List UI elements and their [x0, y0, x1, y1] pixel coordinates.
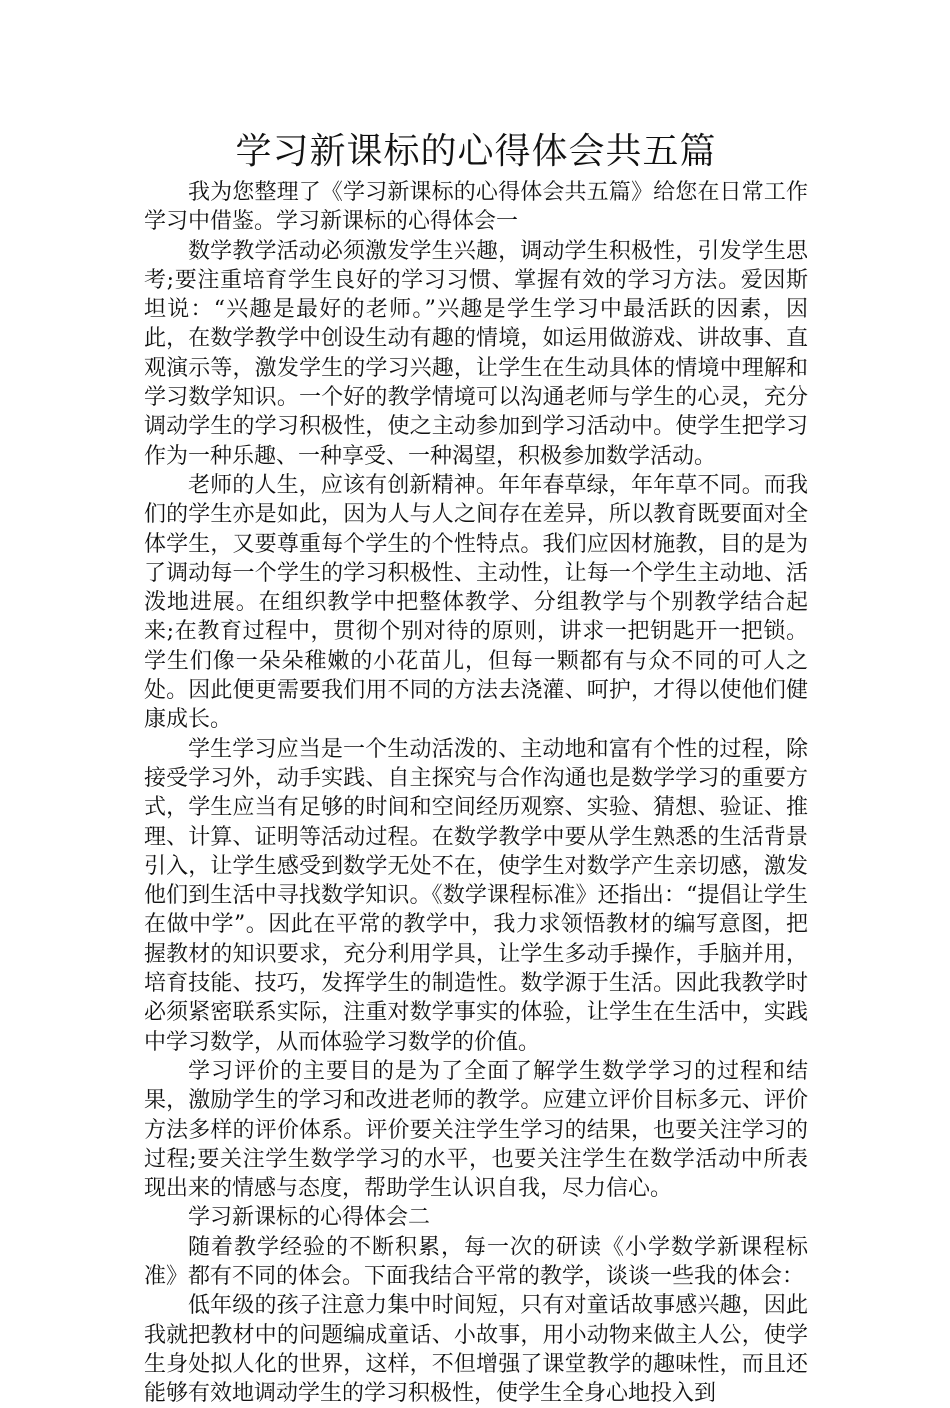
document-body: [144, 128, 808, 1408]
paragraph-interest: 数学教学活动必须激发学生兴趣，调动学生积极性，引发学生思考;要注重培育学生良好的学习习惯、掌握有效的学习方法。爱因斯坦说：“兴趣是最好的老师。”兴趣是学生学习中最活跃的因素，因此，在数学教学中创设生动有趣的情境，如运用做游戏、讲故事、直观演示等，激发学生的学习兴趣，让学生在生动具体的情境中理解和学习数学知识。一个好的教学情境可以沟通老师与学生的心灵，充分调动学生的学习积极性，使之主动参加到学习活动中。使学生把学习作为一种乐趣、一种享受、一种渴望，积极参加数学活动。: [144, 238, 808, 469]
paragraph-evaluation: 学习评价的主要目的是为了全面了解学生数学学习的过程和结果，激励学生的学习和改进老师的教学。应建立评价目标多元、评价方法多样的评价体系。评价要关注学生学习的结果，也要关注学习的过程;要关注学生数学学习的水平，也要关注学生在数学活动中所表现出来的情感与态度，帮助学生认识自我，尽力信心。: [144, 1058, 808, 1202]
paragraph-stories: 低年级的孩子注意力集中时间短，只有对童话故事感兴趣，因此我就把教材中的问题编成童话、小故事，用小动物来做主人公，使学生身处拟人化的世界，这样，不但增强了课堂教学的趣味性，而且还能够有效地调动学生的学习积极性，使学生全身心地投入到: [144, 1293, 808, 1407]
paragraph-experience: 随着教学经验的不断积累，每一次的研读《小学数学新课程标准》都有不同的体会。下面我结合平常的教学，谈谈一些我的体会：: [144, 1234, 808, 1289]
section-heading-two: 学习新课标的心得体会二: [188, 1205, 431, 1231]
paragraph-innovation: 老师的人生，应该有创新精神。年年春草绿，年年草不同。而我们的学生亦是如此，因为人与人之间存在差异，所以教育既要面对全体学生，又要尊重每个学生的个性特点。我们应因材施教，目的是为了调动每一个学生的学习积极性、主动性，让每一个学生主动地、活泼地进展。在组织教学中把整体教学、分组教学与个别教学结合起来;在教育过程中，贯彻个别对待的原则，讲求一把钥匙开一把锁。学生们像一朵朵稚嫩的小花苗儿，但每一颗都有与众不同的可人之处。因此便更需要我们用不同的方法去浇灌、呵护，才得以使他们健康成长。: [144, 472, 808, 733]
paragraph-active-learning: 学生学习应当是一个生动活泼的、主动地和富有个性的过程，除接受学习外，动手实践、自主探究与合作沟通也是数学学习的重要方式，学生应当有足够的时间和空间经历观察、实验、猜想、验证、推理、计算、证明等活动过程。在数学教学中要从学生熟悉的生活背景引入，让学生感受到数学无处不在，使学生对数学产生亲切感，激发他们到生活中寻找数学知识。《数学课程标准》还指出：“提倡让学生在做中学”。因此在平常的教学中，我力求领悟教材的编写意图，把握教材的知识要求，充分利用学具，让学生多动手操作，手脑并用，培育技能、技巧，发挥学生的制造性。数学源于生活。因此我教学时必须紧密联系实际，注重对数学事实的体验，让学生在生活中，实践中学习数学，从而体验学习数学的价值。: [144, 736, 808, 1055]
paragraph-intro: 我为您整理了《学习新课标的心得体会共五篇》给您在日常工作学习中借鉴。学习新课标的心得体会一: [144, 180, 808, 235]
document-title: 学习新课标的心得体会共五篇: [235, 131, 717, 172]
